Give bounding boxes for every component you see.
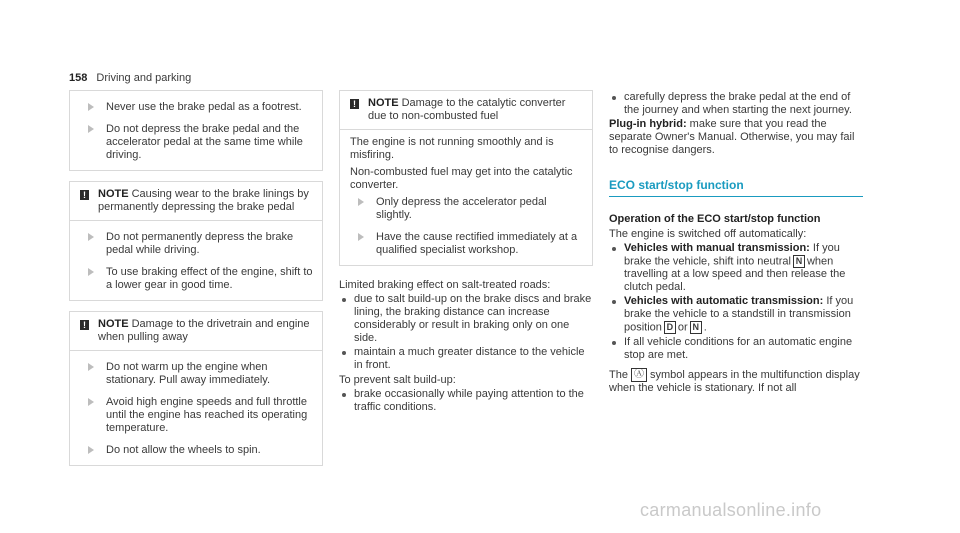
symbol-paragraph: The Ⓐ symbol appears in the multifunction display when the vehicle is stationary. If not all: [609, 368, 860, 394]
arrow-icon: [88, 398, 94, 406]
bullet-icon: [612, 341, 616, 345]
plugin-hybrid-paragraph: Plug-in hybrid: make sure that you read the separate Owner's Manual. Otherwise, you may fail to recognise dangers.: [609, 118, 855, 156]
arrow-icon: [358, 233, 364, 241]
instruction-box: [69, 90, 323, 171]
instruction-step: Avoid high engine speeds and full throttle until the engine has reached its operating temperature.: [80, 396, 314, 435]
limited-braking-intro: Limited braking effect on salt-treated roads:: [339, 279, 551, 291]
instruction-step: Only depress the accelerator pedal slightly.: [350, 196, 584, 222]
list-item: due to salt build-up on the brake discs and brake lining, the braking distance can increase considerably or result in braking only on one side.: [339, 293, 593, 345]
operation-heading: Operation of the ECO start/stop function: [609, 213, 821, 225]
note-label: NOTE: [368, 97, 399, 109]
gear-n-icon: N: [690, 321, 702, 334]
prevent-intro: To prevent salt build-up:: [339, 374, 456, 386]
list-item: maintain a much greater distance to the vehicle in front.: [339, 346, 593, 372]
list-item: carefully depress the brake pedal at the end of the journey and when starting the next journey.: [609, 91, 863, 117]
arrow-icon: [88, 125, 94, 133]
section-title: Driving and parking: [96, 72, 192, 84]
instruction-step: Do not permanently depress the brake pedal while driving.: [80, 231, 314, 257]
note-title: Damage to the catalytic converter due to non-combusted fuel: [368, 97, 566, 122]
column-middle: [339, 90, 593, 415]
arrow-icon: [358, 198, 364, 206]
bullet-icon: [342, 351, 346, 355]
eco-start-stop-icon: Ⓐ: [631, 368, 647, 382]
note-box-catalytic: [339, 90, 593, 266]
gear-n-icon: N: [793, 255, 805, 268]
note-title: Causing wear to the brake linings by permanently depressing the brake pedal: [98, 188, 309, 213]
warning-icon: !: [80, 190, 89, 200]
bullet-icon: [612, 247, 616, 251]
instruction-step: To use braking effect of the engine, shift to a lower gear in good time.: [80, 266, 314, 292]
arrow-icon: [88, 103, 94, 111]
instruction-step: Do not warm up the engine when stationary. Pull away immediately.: [80, 361, 314, 387]
page-header: [69, 72, 191, 85]
list-item: Vehicles with manual transmission: If you brake the vehicle, shift into neutral N when travelling at a low speed and then release the clutch pedal.: [609, 242, 863, 294]
instruction-step: Do not depress the brake pedal and the accelerator pedal at the same time while driving.: [80, 123, 314, 162]
list-item: brake occasionally while paying attention to the traffic conditions.: [339, 388, 593, 414]
bullet-icon: [612, 300, 616, 304]
note-label: NOTE: [98, 318, 129, 330]
bullet-icon: [612, 96, 616, 100]
instruction-step: Do not allow the wheels to spin.: [80, 444, 314, 457]
arrow-icon: [88, 363, 94, 371]
instruction-step: Never use the brake pedal as a footrest.: [80, 101, 314, 114]
warning-icon: !: [350, 99, 359, 109]
note-title: Damage to the drivetrain and engine when pulling away: [98, 318, 310, 343]
column-right: [609, 90, 863, 395]
bullet-icon: [342, 298, 346, 302]
note-paragraph: Non-combusted fuel may get into the catalytic converter.: [350, 166, 573, 191]
note-paragraph: The engine is not running smoothly and is misfiring.: [350, 136, 554, 161]
instruction-step: Have the cause rectified immediately at a qualified specialist workshop.: [350, 231, 584, 257]
arrow-icon: [88, 233, 94, 241]
gear-d-icon: D: [664, 321, 676, 334]
note-box-brake-linings: [69, 181, 323, 301]
arrow-icon: [88, 268, 94, 276]
list-item: If all vehicle conditions for an automatic engine stop are met.: [609, 336, 863, 362]
bullet-icon: [342, 393, 346, 397]
note-label: NOTE: [98, 188, 129, 200]
page-number: 158: [69, 72, 88, 84]
note-box-drivetrain: [69, 311, 323, 466]
watermark: carmanualsonline.info: [640, 500, 822, 520]
list-item: Vehicles with automatic transmission: If you brake the vehicle to a standstill in transmission position D or N .: [609, 295, 863, 334]
warning-icon: !: [80, 320, 89, 330]
column-left: [69, 90, 323, 466]
operation-intro: The engine is switched off automatically:: [609, 228, 807, 240]
arrow-icon: [88, 446, 94, 454]
eco-section-heading: ECO start/stop function: [609, 179, 863, 197]
